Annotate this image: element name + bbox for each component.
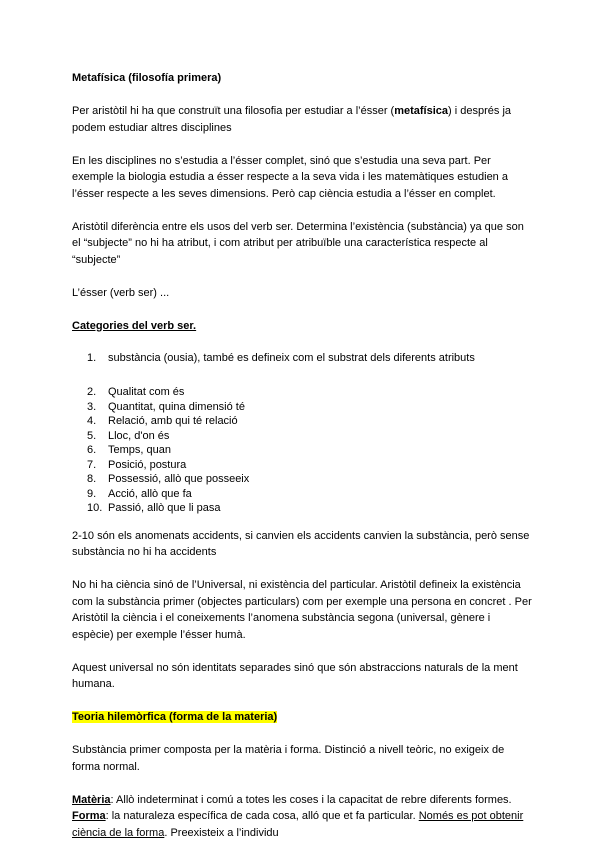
hylomorphic-heading bbox=[72, 709, 532, 726]
list-text: Acció, allò que fa bbox=[108, 487, 192, 500]
list-item bbox=[72, 385, 532, 400]
list-item bbox=[72, 429, 532, 444]
list-item bbox=[72, 472, 532, 487]
paragraph-disciplines: En les disciplines no s’estudia a l’ésser complet, sinó que s’estudia una seva part. Per exemple la biologia estudia a ésser respecte a la seva vida i les matemàtiques estudien a l’ésser respecte a les seves dimensions. Però cap ciència estudia a l’ésser en complet. bbox=[72, 154, 508, 200]
list-item bbox=[72, 351, 532, 366]
materia-definition: : Allò indeterminat i comú a totes les coses i la capacitat de rebre diferents formes. bbox=[110, 793, 512, 806]
list-item bbox=[72, 487, 532, 502]
forma-label: Forma bbox=[72, 810, 106, 822]
forma-definition-end: . Preexisteix a l’individu bbox=[164, 826, 279, 839]
paragraph-verb-uses: Aristòtil diferència entre els usos del verb ser. Determina l’existència (substància) ya que son el “subjecte” no hi ha atribut, i com atribut per atribuïble una característica respecte al “subjecte” bbox=[72, 220, 524, 266]
categories-list bbox=[72, 351, 532, 516]
list-number: 3. bbox=[87, 400, 97, 413]
list-item bbox=[72, 458, 532, 473]
list-text: substància (ousia), també es defineix com el substrat dels diferents atributs bbox=[108, 351, 475, 364]
list-item bbox=[72, 400, 532, 415]
highlighted-heading-text: Teoria hilemòrfica (forma de la materia) bbox=[72, 711, 278, 723]
materia-label: Matèria bbox=[72, 793, 111, 806]
document-title: Metafísica (filosofía primera) bbox=[72, 72, 222, 84]
list-text: Lloc, d'on és bbox=[108, 429, 170, 442]
forma-definition: : la naturaleza específica de cada cosa, alló que et fa particular. bbox=[105, 810, 419, 822]
list-text: Relació, amb qui té relació bbox=[108, 415, 238, 427]
paragraph-accidents: 2-10 són els anomenats accidents, si canvien els accidents canvien la substància, però sense substància no hi ha accidents bbox=[72, 529, 530, 558]
list-text: Quantitat, quina dimensió té bbox=[108, 400, 245, 413]
list-number: 8. bbox=[87, 473, 97, 485]
paragraph-universal: No hi ha ciència sinó de l’Universal, ni existència del particular. Aristòtil defineix la existència com la substància primer (objectes particulars) com per exemple una persona en concret . Per Aristòtil la ciència i el coneixements l’anomena substància segona (universal, gènere i espècie) per exemple l’ésser humà. bbox=[72, 579, 532, 641]
list-number: 4. bbox=[87, 415, 97, 427]
categories-heading: Categories del verb ser. bbox=[72, 319, 197, 332]
list-item bbox=[72, 501, 532, 516]
list-text: Temps, quan bbox=[108, 444, 171, 456]
list-number: 10. bbox=[87, 502, 103, 514]
list-number: 2. bbox=[87, 386, 97, 398]
paragraph-abstractions: Aquest universal no són identitats separades sinó que són abstraccions naturals de la ment humana. bbox=[72, 661, 518, 690]
list-text: Posició, postura bbox=[108, 458, 187, 471]
list-text: Possessió, allò que posseeix bbox=[108, 473, 250, 485]
list-number: 7. bbox=[87, 458, 97, 471]
list-item bbox=[72, 443, 532, 458]
document-page bbox=[72, 70, 532, 841]
paragraph-intro-text-b: ) i després ja podem estudiar altres disciplines bbox=[72, 105, 512, 134]
list-text: Passió, allò que li pasa bbox=[108, 502, 221, 514]
list-spacer bbox=[72, 365, 532, 385]
paragraph-materia-forma bbox=[72, 792, 532, 842]
forma-underlined-sentence: Només es pot obtenir ciència de la forma bbox=[72, 810, 524, 839]
list-number: 9. bbox=[87, 487, 97, 500]
metafisica-term: metafísica bbox=[394, 105, 449, 117]
paragraph-intro bbox=[72, 103, 532, 136]
paragraph-esser: L’ésser (verb ser) ... bbox=[72, 286, 170, 299]
paragraph-intro-text-a: Per aristòtil hi ha que construït una filosofia per estudiar a l’ésser ( bbox=[72, 105, 395, 117]
list-number: 6. bbox=[87, 444, 97, 456]
paragraph-substance: Substància primer composta per la matèria i forma. Distinció a nivell teòric, no exigeix de forma normal. bbox=[72, 744, 505, 773]
list-text: Qualitat com és bbox=[108, 386, 185, 398]
list-number: 1. bbox=[87, 351, 97, 364]
list-item bbox=[72, 414, 532, 429]
list-number: 5. bbox=[87, 429, 97, 442]
